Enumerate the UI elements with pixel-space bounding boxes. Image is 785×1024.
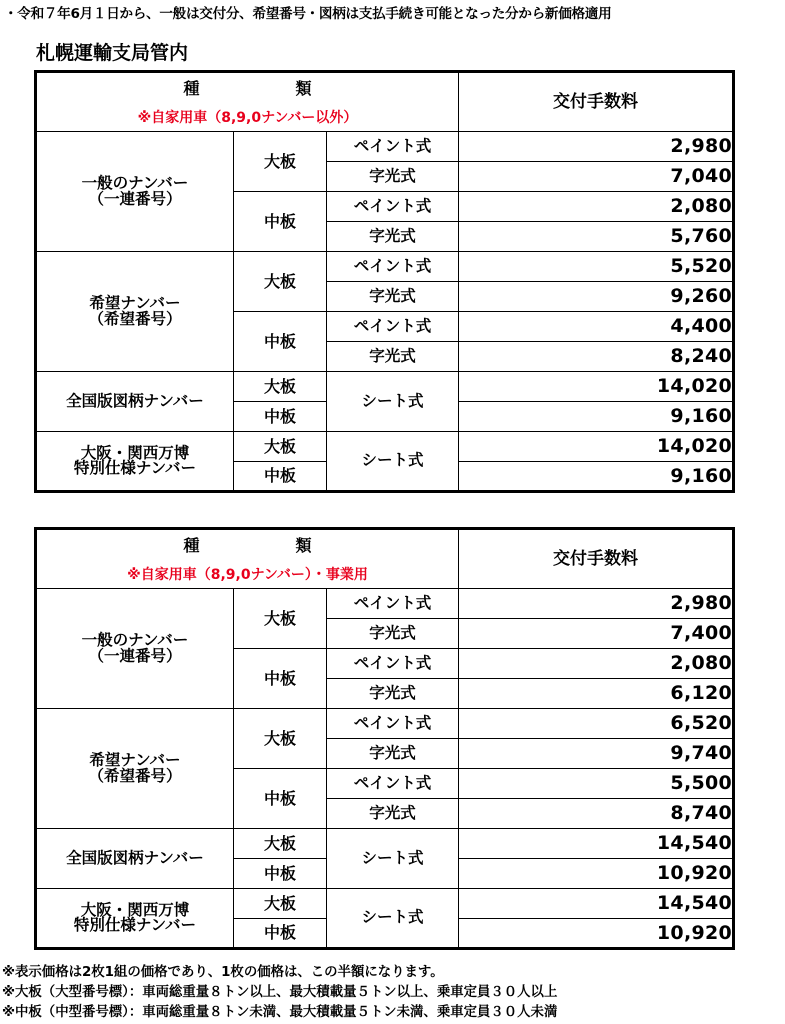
category-label: 大阪・関西万博 (80, 443, 190, 462)
category-general (36, 132, 234, 252)
method-light: 字光式 (327, 739, 459, 769)
type-header-label: 種 類 (183, 536, 352, 555)
fee-header: 交付手数料 (459, 529, 734, 589)
method-sheet: シート式 (327, 372, 459, 432)
footnote-large-plate: ※大板（大型番号標）：車両総重量８トン以上、最大積載量５トン以上、乗車定員３０人以上 (2, 985, 558, 1000)
price-cell: 5,760 (459, 222, 734, 252)
plate-size-medium: 中板 (234, 919, 327, 949)
price-cell: 10,920 (459, 919, 734, 949)
price-cell: 8,240 (459, 342, 734, 372)
method-light: 字光式 (327, 679, 459, 709)
category-label: 一般のナンバー (81, 174, 189, 192)
method-paint: ペイント式 (327, 132, 459, 162)
category-hope (36, 709, 234, 829)
method-paint: ペイント式 (327, 312, 459, 342)
method-light: 字光式 (327, 162, 459, 192)
plate-size-large: 大板 (234, 829, 327, 859)
plate-size-large: 大板 (234, 132, 327, 192)
price-cell: 8,740 (459, 799, 734, 829)
price-cell: 14,020 (459, 432, 734, 462)
plate-size-medium: 中板 (234, 649, 327, 709)
price-cell: 14,540 (459, 829, 734, 859)
type-header (36, 72, 459, 132)
method-light: 字光式 (327, 222, 459, 252)
method-sheet: シート式 (327, 889, 459, 949)
fee-header: 交付手数料 (459, 72, 734, 132)
plate-size-large: 大板 (234, 372, 327, 402)
category-national: 全国版図柄ナンバー (36, 829, 234, 889)
method-paint: ペイント式 (327, 649, 459, 679)
category-label: 希望ナンバー (89, 751, 181, 769)
plate-size-medium: 中板 (234, 402, 327, 432)
price-cell: 5,520 (459, 252, 734, 282)
plate-size-large: 大板 (234, 589, 327, 649)
method-sheet: シート式 (327, 829, 459, 889)
category-expo (36, 432, 234, 492)
method-paint: ペイント式 (327, 252, 459, 282)
category-label: 希望ナンバー (89, 294, 181, 312)
category-label: 大阪・関西万博 (80, 900, 190, 919)
price-cell: 5,500 (459, 769, 734, 799)
method-paint: ペイント式 (327, 192, 459, 222)
method-light: 字光式 (327, 282, 459, 312)
category-expo (36, 889, 234, 949)
price-cell: 9,160 (459, 402, 734, 432)
method-paint: ペイント式 (327, 589, 459, 619)
category-sublabel: （一連番号） (88, 189, 182, 208)
footnote-half-price: ※表示価格は2枚1組の価格であり、1枚の価格は、この半額になります。 (2, 965, 444, 980)
method-light: 字光式 (327, 619, 459, 649)
category-sublabel: 特別仕様ナンバー (73, 459, 197, 477)
plate-size-medium: 中板 (234, 192, 327, 252)
fee-table-private (34, 70, 735, 493)
category-general (36, 589, 234, 709)
method-light: 字光式 (327, 799, 459, 829)
price-cell: 2,080 (459, 192, 734, 222)
type-header-label: 種 類 (183, 79, 352, 98)
category-sublabel: （一連番号） (88, 646, 182, 665)
price-cell: 7,040 (459, 162, 734, 192)
plate-size-medium: 中板 (234, 312, 327, 372)
category-national: 全国版図柄ナンバー (36, 372, 234, 432)
plate-size-large: 大板 (234, 432, 327, 462)
page-title: 札幌運輸支局管内 (36, 42, 189, 64)
footnotes (2, 963, 785, 1023)
type-header (36, 529, 459, 589)
footnote-medium-plate: ※中板（中型番号標）：車両総重量８トン未満、最大積載量５トン未満、乗車定員３０人未満 (2, 1005, 558, 1020)
price-cell: 14,540 (459, 889, 734, 919)
method-paint: ペイント式 (327, 769, 459, 799)
plate-size-medium: 中板 (234, 462, 327, 492)
plate-size-medium: 中板 (234, 769, 327, 829)
plate-size-medium: 中板 (234, 859, 327, 889)
price-cell: 4,400 (459, 312, 734, 342)
fee-table-business (34, 527, 735, 950)
type-header-note: ※自家用車（8,9,0ナンバー以外） (137, 110, 358, 126)
method-sheet: シート式 (327, 432, 459, 492)
method-light: 字光式 (327, 342, 459, 372)
price-cell: 2,080 (459, 649, 734, 679)
plate-size-large: 大板 (234, 709, 327, 769)
plate-size-large: 大板 (234, 252, 327, 312)
price-cell: 7,400 (459, 619, 734, 649)
price-cell: 9,160 (459, 462, 734, 492)
category-sublabel: 特別仕様ナンバー (73, 916, 197, 934)
price-cell: 6,120 (459, 679, 734, 709)
price-cell: 14,020 (459, 372, 734, 402)
type-header-note: ※自家用車（8,9,0ナンバー）・事業用 (127, 567, 368, 583)
price-cell: 6,520 (459, 709, 734, 739)
category-hope (36, 252, 234, 372)
method-paint: ペイント式 (327, 709, 459, 739)
price-cell: 9,740 (459, 739, 734, 769)
plate-size-large: 大板 (234, 889, 327, 919)
category-sublabel: （希望番号） (88, 309, 182, 328)
price-cell: 2,980 (459, 589, 734, 619)
intro-notice: ・令和７年6月１日から、一般は交付分、希望番号・図柄は支払手続き可能となった分から新価格適用 (4, 6, 612, 22)
price-cell: 2,980 (459, 132, 734, 162)
price-cell: 10,920 (459, 859, 734, 889)
price-cell: 9,260 (459, 282, 734, 312)
category-label: 一般のナンバー (81, 631, 189, 649)
category-sublabel: （希望番号） (88, 766, 182, 785)
